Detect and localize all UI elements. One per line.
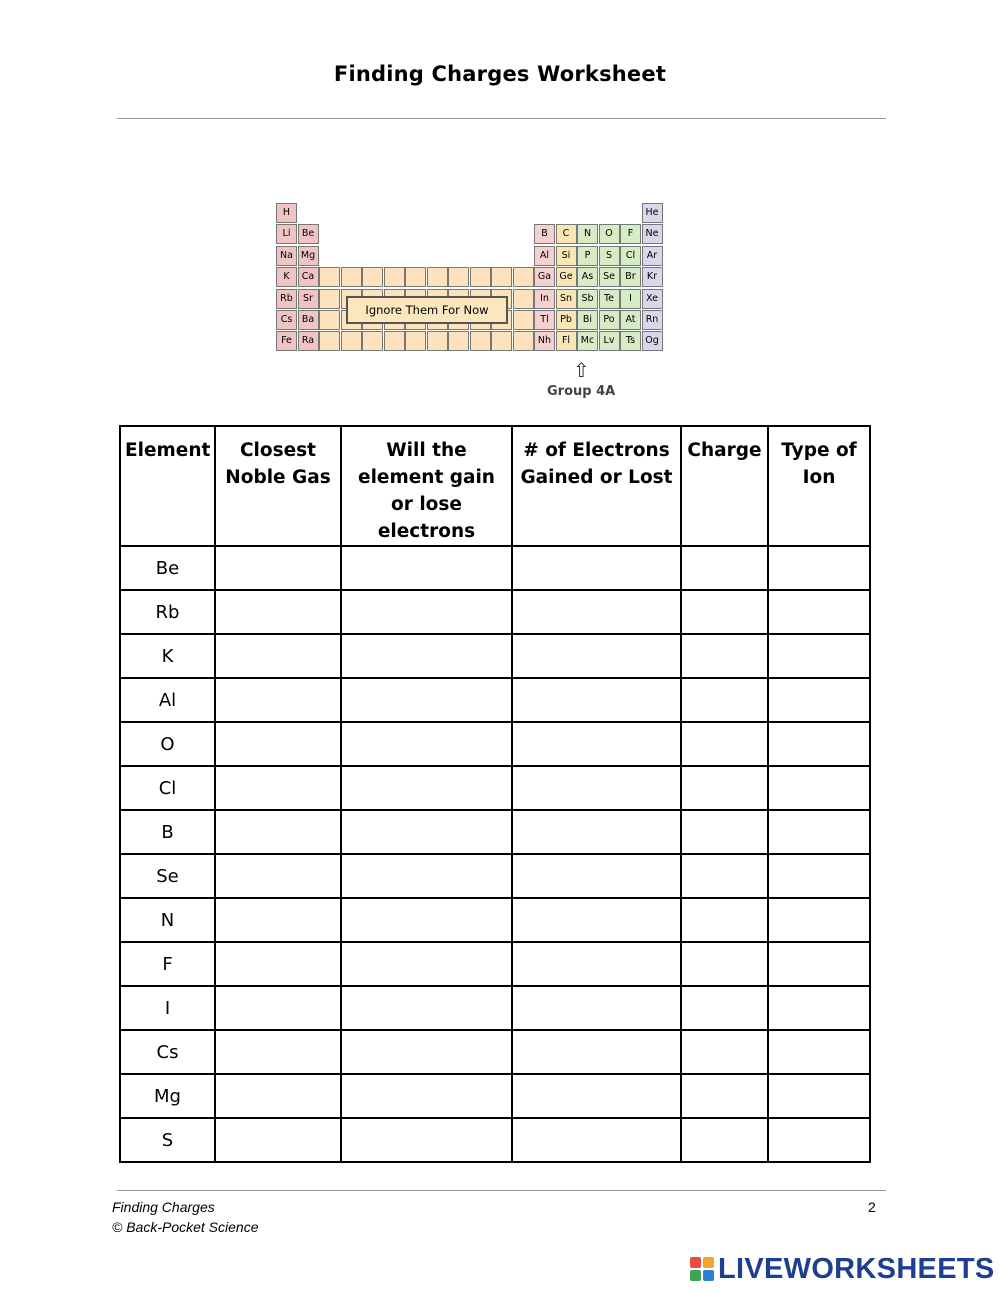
element-cell: Kr: [642, 267, 663, 287]
table-header-row: [120, 426, 870, 546]
gain-lose-answer-cell[interactable]: [341, 942, 512, 986]
table-row: [120, 1118, 870, 1162]
element-cell: Ne: [642, 224, 663, 244]
header-closest-noble-gas: Closest Noble Gas: [215, 426, 341, 546]
ion-type-answer-cell[interactable]: [768, 722, 870, 766]
element-cell: Og: [642, 331, 663, 351]
element-cell: As: [577, 267, 598, 287]
element-cell: Br: [620, 267, 641, 287]
transition-cell: [319, 289, 340, 309]
gain-lose-answer-cell[interactable]: [341, 810, 512, 854]
element-cell: Bi: [577, 310, 598, 330]
gain-lose-answer-cell[interactable]: [341, 1118, 512, 1162]
header-electrons-count: # of Electrons Gained or Lost: [512, 426, 681, 546]
charge-answer-cell[interactable]: [681, 986, 768, 1030]
element-cell: Mc: [577, 331, 598, 351]
ion-type-answer-cell[interactable]: [768, 590, 870, 634]
charge-answer-cell[interactable]: [681, 1030, 768, 1074]
footer-divider: [117, 1190, 886, 1191]
element-cell: Ra: [298, 331, 319, 351]
charge-answer-cell[interactable]: [681, 634, 768, 678]
noble-gas-answer-cell[interactable]: [215, 986, 341, 1030]
liveworksheets-logo: [690, 1252, 995, 1286]
logo-tile: [703, 1257, 714, 1268]
gain-lose-answer-cell[interactable]: [341, 986, 512, 1030]
element-cell: Sr: [298, 289, 319, 309]
noble-gas-answer-cell[interactable]: [215, 1118, 341, 1162]
charge-answer-cell[interactable]: [681, 810, 768, 854]
logo-tile: [690, 1257, 701, 1268]
electrons-answer-cell[interactable]: [512, 1074, 681, 1118]
charge-answer-cell[interactable]: [681, 898, 768, 942]
noble-gas-answer-cell[interactable]: [215, 1074, 341, 1118]
element-cell: I: [620, 289, 641, 309]
element-cell: Tl: [534, 310, 555, 330]
element-symbol-cell: Cs: [120, 1030, 215, 1074]
transition-cell: [513, 331, 534, 351]
element-cell: Be: [298, 224, 319, 244]
element-cell: Rb: [276, 289, 297, 309]
table-row: [120, 634, 870, 678]
electrons-answer-cell[interactable]: [512, 1118, 681, 1162]
electrons-answer-cell[interactable]: [512, 678, 681, 722]
table-row: [120, 722, 870, 766]
table-row: [120, 898, 870, 942]
element-symbol-cell: Se: [120, 854, 215, 898]
element-cell: Xe: [642, 289, 663, 309]
charge-answer-cell[interactable]: [681, 766, 768, 810]
element-cell: H: [276, 203, 297, 223]
ion-type-answer-cell[interactable]: [768, 678, 870, 722]
ion-type-answer-cell[interactable]: [768, 766, 870, 810]
electrons-answer-cell[interactable]: [512, 854, 681, 898]
element-cell: F: [620, 224, 641, 244]
charges-table: [119, 425, 871, 1163]
element-cell: Pb: [556, 310, 577, 330]
element-symbol-cell: Cl: [120, 766, 215, 810]
element-cell: Sn: [556, 289, 577, 309]
electrons-answer-cell[interactable]: [512, 898, 681, 942]
transition-cell: [362, 267, 383, 287]
table-row: [120, 986, 870, 1030]
element-cell: Cl: [620, 246, 641, 266]
ion-type-answer-cell[interactable]: [768, 986, 870, 1030]
gain-lose-answer-cell[interactable]: [341, 678, 512, 722]
element-cell: Sb: [577, 289, 598, 309]
header-charge: Charge: [681, 426, 768, 546]
noble-gas-answer-cell[interactable]: [215, 854, 341, 898]
element-cell: B: [534, 224, 555, 244]
element-cell: Rn: [642, 310, 663, 330]
noble-gas-answer-cell[interactable]: [215, 810, 341, 854]
electrons-answer-cell[interactable]: [512, 546, 681, 590]
noble-gas-answer-cell[interactable]: [215, 722, 341, 766]
element-symbol-cell: S: [120, 1118, 215, 1162]
element-cell: Ca: [298, 267, 319, 287]
transition-cell: [448, 331, 469, 351]
transition-cell: [319, 267, 340, 287]
element-symbol-cell: I: [120, 986, 215, 1030]
table-row: [120, 546, 870, 590]
transition-cell: [427, 331, 448, 351]
element-symbol-cell: N: [120, 898, 215, 942]
ion-type-answer-cell[interactable]: [768, 854, 870, 898]
element-symbol-cell: Rb: [120, 590, 215, 634]
element-cell: Po: [599, 310, 620, 330]
electrons-answer-cell[interactable]: [512, 986, 681, 1030]
table-row: [120, 1074, 870, 1118]
element-symbol-cell: F: [120, 942, 215, 986]
transition-cell: [470, 267, 491, 287]
charge-answer-cell[interactable]: [681, 942, 768, 986]
element-symbol-cell: Al: [120, 678, 215, 722]
electrons-answer-cell[interactable]: [512, 634, 681, 678]
transition-cell: [341, 267, 362, 287]
table-row: [120, 854, 870, 898]
logo-tile: [703, 1270, 714, 1281]
element-cell: In: [534, 289, 555, 309]
transition-cell: [513, 267, 534, 287]
ion-type-answer-cell[interactable]: [768, 634, 870, 678]
electrons-answer-cell[interactable]: [512, 590, 681, 634]
transition-cell: [319, 331, 340, 351]
transition-cell: [491, 267, 512, 287]
electrons-answer-cell[interactable]: [512, 1030, 681, 1074]
noble-gas-answer-cell[interactable]: [215, 942, 341, 986]
element-cell: Lv: [599, 331, 620, 351]
noble-gas-answer-cell[interactable]: [215, 898, 341, 942]
charge-answer-cell[interactable]: [681, 1074, 768, 1118]
element-cell: He: [642, 203, 663, 223]
liveworksheets-wordmark: LIVEWORKSHEETS: [718, 1252, 995, 1285]
ion-type-answer-cell[interactable]: [768, 898, 870, 942]
transition-cell: [384, 331, 405, 351]
header-type-of-ion: Type of Ion: [768, 426, 870, 546]
transition-cell: [427, 267, 448, 287]
element-symbol-cell: B: [120, 810, 215, 854]
transition-cell: [513, 289, 534, 309]
electrons-answer-cell[interactable]: [512, 766, 681, 810]
transition-cell: [491, 331, 512, 351]
header-element: Element: [120, 426, 215, 546]
transition-cell: [405, 331, 426, 351]
logo-tile: [690, 1270, 701, 1281]
noble-gas-answer-cell[interactable]: [215, 1030, 341, 1074]
element-symbol-cell: Mg: [120, 1074, 215, 1118]
transition-cell: [470, 331, 491, 351]
element-cell: P: [577, 246, 598, 266]
gain-lose-answer-cell[interactable]: [341, 854, 512, 898]
element-cell: Na: [276, 246, 297, 266]
element-cell: Ba: [298, 310, 319, 330]
gain-lose-answer-cell[interactable]: [341, 1074, 512, 1118]
charge-answer-cell[interactable]: [681, 546, 768, 590]
element-symbol-cell: O: [120, 722, 215, 766]
gain-lose-answer-cell[interactable]: [341, 634, 512, 678]
table-row: [120, 942, 870, 986]
ion-type-answer-cell[interactable]: [768, 942, 870, 986]
charge-answer-cell[interactable]: [681, 1118, 768, 1162]
up-arrow-icon: ⇧: [573, 358, 590, 382]
electrons-answer-cell[interactable]: [512, 722, 681, 766]
element-cell: Al: [534, 246, 555, 266]
transition-cell: [448, 267, 469, 287]
transition-cell: [405, 267, 426, 287]
table-row: [120, 590, 870, 634]
gain-lose-answer-cell[interactable]: [341, 546, 512, 590]
header-gain-or-lose: Will the element gain or lose electrons: [341, 426, 512, 546]
element-cell: Se: [599, 267, 620, 287]
ion-type-answer-cell[interactable]: [768, 1074, 870, 1118]
charge-answer-cell[interactable]: [681, 854, 768, 898]
periodic-table-figure: [276, 203, 692, 353]
transition-cell: [384, 267, 405, 287]
noble-gas-answer-cell[interactable]: [215, 766, 341, 810]
page-number: 2: [868, 1199, 876, 1215]
gain-lose-answer-cell[interactable]: [341, 898, 512, 942]
table-row: [120, 678, 870, 722]
ion-type-answer-cell[interactable]: [768, 1030, 870, 1074]
page-title: Finding Charges Worksheet: [333, 62, 667, 86]
ion-type-answer-cell[interactable]: [768, 810, 870, 854]
element-cell: Te: [599, 289, 620, 309]
noble-gas-answer-cell[interactable]: [215, 546, 341, 590]
ion-type-answer-cell[interactable]: [768, 1118, 870, 1162]
element-cell: Ge: [556, 267, 577, 287]
element-cell: Fl: [556, 331, 577, 351]
table-row: [120, 1030, 870, 1074]
ion-type-answer-cell[interactable]: [768, 546, 870, 590]
element-cell: K: [276, 267, 297, 287]
element-cell: O: [599, 224, 620, 244]
element-cell: Fe: [276, 331, 297, 351]
charge-answer-cell[interactable]: [681, 678, 768, 722]
noble-gas-answer-cell[interactable]: [215, 678, 341, 722]
element-cell: Si: [556, 246, 577, 266]
table-row: [120, 766, 870, 810]
element-cell: At: [620, 310, 641, 330]
footer-copyright: © Back-Pocket Science: [112, 1219, 259, 1235]
element-symbol-cell: Be: [120, 546, 215, 590]
gain-lose-answer-cell[interactable]: [341, 766, 512, 810]
electrons-answer-cell[interactable]: [512, 942, 681, 986]
gain-lose-answer-cell[interactable]: [341, 722, 512, 766]
transition-cell: [513, 310, 534, 330]
element-symbol-cell: K: [120, 634, 215, 678]
element-cell: C: [556, 224, 577, 244]
element-cell: Li: [276, 224, 297, 244]
element-cell: Nh: [534, 331, 555, 351]
gain-lose-answer-cell[interactable]: [341, 1030, 512, 1074]
liveworksheets-logo-icon: [690, 1257, 714, 1281]
footer-doc-title: Finding Charges: [112, 1199, 215, 1215]
element-cell: N: [577, 224, 598, 244]
transition-cell: [362, 331, 383, 351]
electrons-answer-cell[interactable]: [512, 810, 681, 854]
element-cell: Ar: [642, 246, 663, 266]
group-4a-label: Group 4A: [547, 384, 616, 399]
charge-answer-cell[interactable]: [681, 722, 768, 766]
element-cell: Ga: [534, 267, 555, 287]
table-row: [120, 810, 870, 854]
gain-lose-answer-cell[interactable]: [341, 590, 512, 634]
transition-cell: [341, 331, 362, 351]
ignore-them-label: Ignore Them For Now: [346, 296, 508, 324]
element-cell: S: [599, 246, 620, 266]
element-cell: Mg: [298, 246, 319, 266]
charge-answer-cell[interactable]: [681, 590, 768, 634]
noble-gas-answer-cell[interactable]: [215, 590, 341, 634]
noble-gas-answer-cell[interactable]: [215, 634, 341, 678]
element-cell: Cs: [276, 310, 297, 330]
header-divider: [117, 118, 886, 119]
element-cell: Ts: [620, 331, 641, 351]
transition-cell: [319, 310, 340, 330]
